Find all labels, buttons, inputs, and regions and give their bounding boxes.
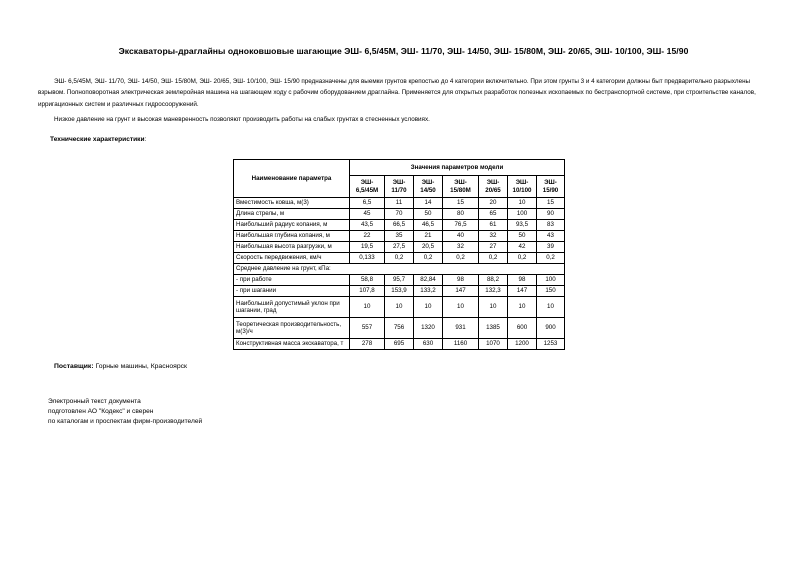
param-value: 61 [479,220,508,231]
param-value: 153,9 [385,286,414,297]
param-value: 27 [479,242,508,253]
param-value: 931 [443,318,479,339]
param-value: 0,133 [350,253,385,264]
values-header: Значения параметров модели [350,160,565,176]
param-value: 10 [414,297,443,318]
param-value: 133,2 [414,286,443,297]
param-value: 50 [414,209,443,220]
param-value: 15 [443,198,479,209]
table-row [234,275,565,286]
section-label: Среднее давление на грунт, кПа: [234,264,565,275]
param-value: 43 [537,231,565,242]
param-value: 6,5 [350,198,385,209]
param-value: 45 [350,209,385,220]
param-value: 1070 [479,339,508,350]
specs-heading-label: Технические характеристики [50,136,145,143]
param-value: 42 [508,242,537,253]
param-value: 14 [414,198,443,209]
param-value: 0,2 [479,253,508,264]
table-row [234,231,565,242]
param-name: - при работе [234,275,350,286]
param-value: 1253 [537,339,565,350]
param-value: 147 [508,286,537,297]
model-header: ЭШ- 20/65 [479,176,508,198]
footer-line: Электронный текст документа [48,398,141,405]
param-name: Конструктивная масса экскаватора, т [234,339,350,350]
param-name: Теоретическая производительность, м(3)/ч [234,318,350,339]
param-value: 132,3 [479,286,508,297]
param-name: Длина стрелы, м [234,209,350,220]
param-value: 20,5 [414,242,443,253]
param-value: 0,2 [443,253,479,264]
param-value: 10 [508,297,537,318]
param-value: 40 [443,231,479,242]
param-value: 39 [537,242,565,253]
param-value: 0,2 [537,253,565,264]
footer-line: подготовлен АО "Кодекс" и сверен [48,408,154,416]
param-name: Наибольший радиус копания, м [234,220,350,231]
table-row [234,264,565,275]
table-row [234,297,565,318]
param-value: 20 [479,198,508,209]
table-row [234,339,565,350]
param-value: 1200 [508,339,537,350]
footer-line: по каталогам и проспектам фирм-производителей [48,418,203,426]
param-value: 10 [385,297,414,318]
param-value: 43,5 [350,220,385,231]
param-value: 83 [537,220,565,231]
model-header: ЭШ- 15/90 [537,176,565,198]
param-value: 10 [350,297,385,318]
table-row [234,209,565,220]
supplier-value: Горные машины, Красноярск [95,363,187,370]
param-name: Наибольшая высота разгрузки, м [234,242,350,253]
page-title: Экскаваторы-драглайны одноковшовые шагающие ЭШ- 6,5/45М, ЭШ- 11/70, ЭШ- 14/50, ЭШ- 15/80М, ЭШ- 20/65, ЭШ- 10/100, ЭШ- 15/90 [118,46,689,56]
param-value: 147 [443,286,479,297]
intro-paragraph: ЭШ- 6,5/45М, ЭШ- 11/70, ЭШ- 14/50, ЭШ- 15/80М, ЭШ- 20/65, ЭШ- 10/100, ЭШ- 15/90 предназначены для выемки грунтов крепостью до 4 категории включительно. При этом грунты 3 и 4 категории должны быт предварительно разрыхлены взрывом. Полноповоротная электрическая землеройная машина на шагающем ходу с рабочим оборудованием драглайна. Применяется для открытых разработок полезных ископаемых по бестранспортной системе, при строительстве каналов, ирригационных систем и различных гидросооружений. [38,78,756,108]
param-value: 0,2 [385,253,414,264]
model-header: ЭШ- 14/50 [414,176,443,198]
param-value: 21 [414,231,443,242]
param-value: 46,5 [414,220,443,231]
param-value: 27,5 [385,242,414,253]
table-row [234,253,565,264]
param-value: 35 [385,231,414,242]
param-name: Наибольшая глубина копания, м [234,231,350,242]
supplier [54,363,187,370]
supplier-label: Поставщик: [54,363,94,370]
param-value: 10 [479,297,508,318]
param-value: 100 [537,275,565,286]
param-name: Наибольший допустимый уклон при шагании, град [234,297,350,318]
param-value: 278 [350,339,385,350]
param-value: 70 [385,209,414,220]
advantages-paragraph: Низкое давление на грунт и высокая маневренность позволяют производить работы на слабых грунтах в стесненных условиях. [54,116,430,123]
param-value: 695 [385,339,414,350]
specs-table [233,159,565,350]
param-value: 82,84 [414,275,443,286]
param-value: 1385 [479,318,508,339]
table-row [234,318,565,339]
model-header: ЭШ- 6,5/45М [350,176,385,198]
param-value: 10 [443,297,479,318]
param-value: 1160 [443,339,479,350]
specs-heading-colon: : [144,136,147,143]
model-header: ЭШ- 10/100 [508,176,537,198]
param-value: 900 [537,318,565,339]
param-value: 76,5 [443,220,479,231]
param-value: 557 [350,318,385,339]
specs-heading [50,136,146,143]
param-value: 32 [443,242,479,253]
footer-note [48,397,202,428]
param-value: 10 [508,198,537,209]
param-value: 0,2 [508,253,537,264]
param-value: 98 [508,275,537,286]
param-value: 80 [443,209,479,220]
param-name: - при шагании [234,286,350,297]
model-header: ЭШ- 15/80М [443,176,479,198]
param-value: 32 [479,231,508,242]
param-header: Наименование параметра [234,160,350,198]
param-name: Скорость передвижения, км/ч [234,253,350,264]
param-value: 58,8 [350,275,385,286]
param-value: 630 [414,339,443,350]
param-value: 0,2 [414,253,443,264]
param-value: 50 [508,231,537,242]
param-value: 15 [537,198,565,209]
param-value: 19,5 [350,242,385,253]
table-row [234,242,565,253]
model-header: ЭШ- 11/70 [385,176,414,198]
param-value: 95,7 [385,275,414,286]
table-row [234,220,565,231]
param-value: 93,5 [508,220,537,231]
param-value: 100 [508,209,537,220]
param-value: 10 [537,297,565,318]
param-value: 107,8 [350,286,385,297]
table-header-row [234,160,565,176]
param-value: 11 [385,198,414,209]
param-value: 65 [479,209,508,220]
param-value: 66,5 [385,220,414,231]
param-name: Вместимость ковша, м(3) [234,198,350,209]
param-value: 600 [508,318,537,339]
param-value: 98 [443,275,479,286]
param-value: 150 [537,286,565,297]
param-value: 1320 [414,318,443,339]
param-value: 90 [537,209,565,220]
param-value: 22 [350,231,385,242]
table-row [234,198,565,209]
param-value: 756 [385,318,414,339]
table-row [234,286,565,297]
param-value: 88,2 [479,275,508,286]
